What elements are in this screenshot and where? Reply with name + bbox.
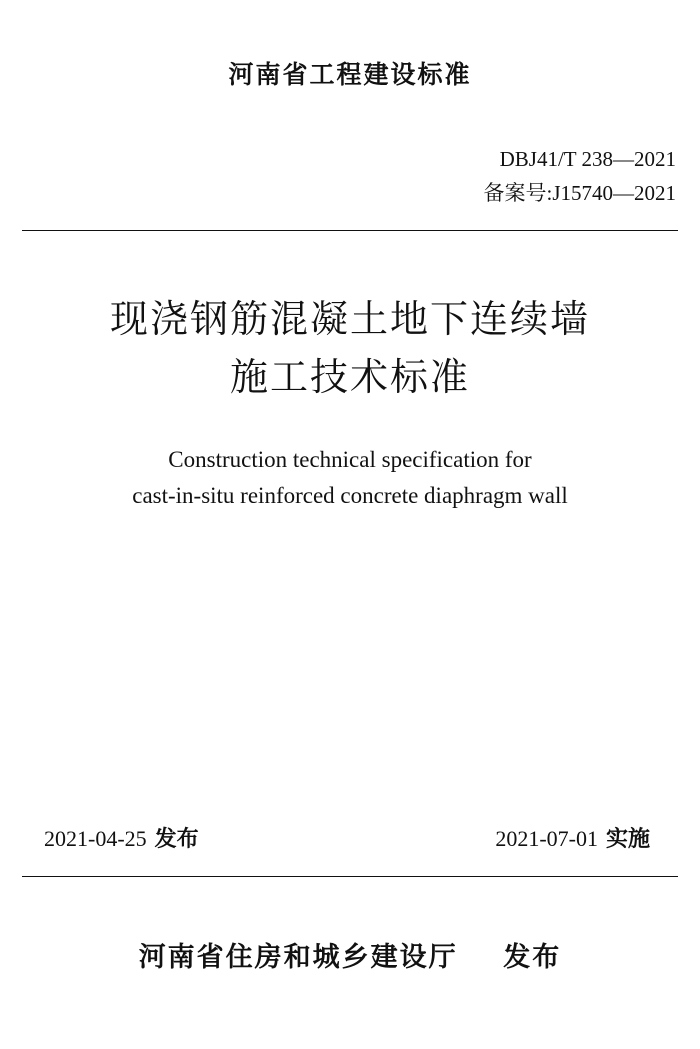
chinese-title-line-2: 施工技术标准 (229, 355, 470, 399)
english-title-line-1: Construction technical specification for (168, 447, 532, 472)
standard-number: DBJ41/T 238—2021 (499, 147, 676, 171)
english-title-line-2: cast-in-situ reinforced concrete diaphragm wall (132, 483, 568, 508)
publisher-line (0, 935, 700, 974)
chinese-title-line-1: 现浇钢筋混凝土地下连续墙 (109, 297, 590, 341)
publisher-name: 河南省住房和城乡建设厅 (138, 942, 458, 973)
issue-date-block (44, 822, 199, 853)
top-divider (22, 230, 678, 231)
implementation-label: 实施 (605, 827, 650, 852)
publisher-label: 发布 (503, 942, 562, 973)
implementation-date-block (495, 822, 650, 853)
series-title: 河南省工程建设标准 (228, 60, 472, 89)
standard-code-block (483, 142, 676, 210)
record-number: 备案号:J15740—2021 (483, 181, 676, 205)
implementation-date: 2021-07-01 (495, 826, 598, 851)
issue-label: 发布 (154, 827, 199, 852)
bottom-divider (22, 876, 678, 877)
issue-date: 2021-04-25 (44, 826, 147, 851)
